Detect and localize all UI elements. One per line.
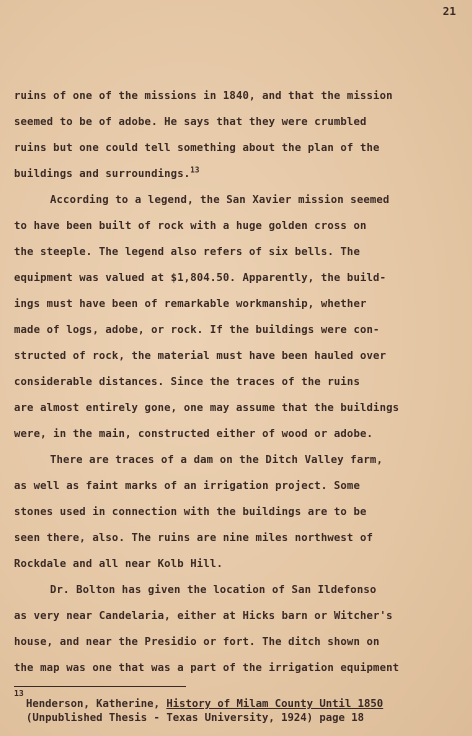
footnote-reference: 13	[190, 165, 200, 175]
paragraph-start: Dr. Bolton has given the location of San Ildefonso	[50, 584, 377, 596]
text-line: Rockdale and all near Kolb Hill.	[14, 558, 223, 570]
text-line-with-note	[14, 165, 200, 180]
text-line: structed of rock, the material must have been hauled over	[14, 350, 387, 362]
text-line: seen there, also. The ruins are nine miles northwest of	[14, 532, 374, 544]
footnote-citation	[26, 698, 383, 710]
footnote-number: 13	[14, 689, 24, 698]
text-line: are almost entirely gone, one may assume that the buildings	[14, 402, 400, 414]
text-line: as well as faint marks of an irrigation project. Some	[14, 480, 360, 492]
text-line: as very near Candelaria, either at Hicks barn or Witcher's	[14, 610, 393, 622]
text-line: equipment was valued at $1,804.50. Apparently, the build-	[14, 272, 387, 284]
text-line: seemed to be of adobe. He says that they were crumbled	[14, 116, 367, 128]
footnote-author: Henderson, Katherine,	[26, 698, 160, 710]
footnote-title: History of Milam County Until 1850	[166, 698, 384, 710]
paragraph-start: According to a legend, the San Xavier mission seemed	[50, 194, 390, 206]
footnote-detail: (Unpublished Thesis - Texas University, 1924) page 18	[26, 712, 365, 724]
text-line: the map was one that was a part of the irrigation equipment	[14, 662, 400, 674]
text-line: ruins but one could tell something about the plan of the	[14, 142, 380, 154]
paragraph-start: There are traces of a dam on the Ditch Valley farm,	[50, 454, 383, 466]
text-line: ings must have been of remarkable workmanship, whether	[14, 298, 367, 310]
text-line: were, in the main, constructed either of wood or adobe.	[14, 428, 374, 440]
text-line: the steeple. The legend also refers of six bells. The	[14, 246, 360, 258]
text-line: ruins of one of the missions in 1840, and that the mission	[14, 90, 393, 102]
text-line: stones used in connection with the buildings are to be	[14, 506, 367, 518]
text-line: house, and near the Presidio or fort. The ditch shown on	[14, 636, 380, 648]
text-line: considerable distances. Since the traces of the ruins	[14, 376, 360, 388]
text-line: to have been built of rock with a huge golden cross on	[14, 220, 367, 232]
text-line: buildings and surroundings.	[14, 168, 191, 180]
footnote-divider	[14, 686, 186, 687]
text-line: made of logs, adobe, or rock. If the buildings were con-	[14, 324, 380, 336]
page-number: 21	[442, 5, 456, 18]
